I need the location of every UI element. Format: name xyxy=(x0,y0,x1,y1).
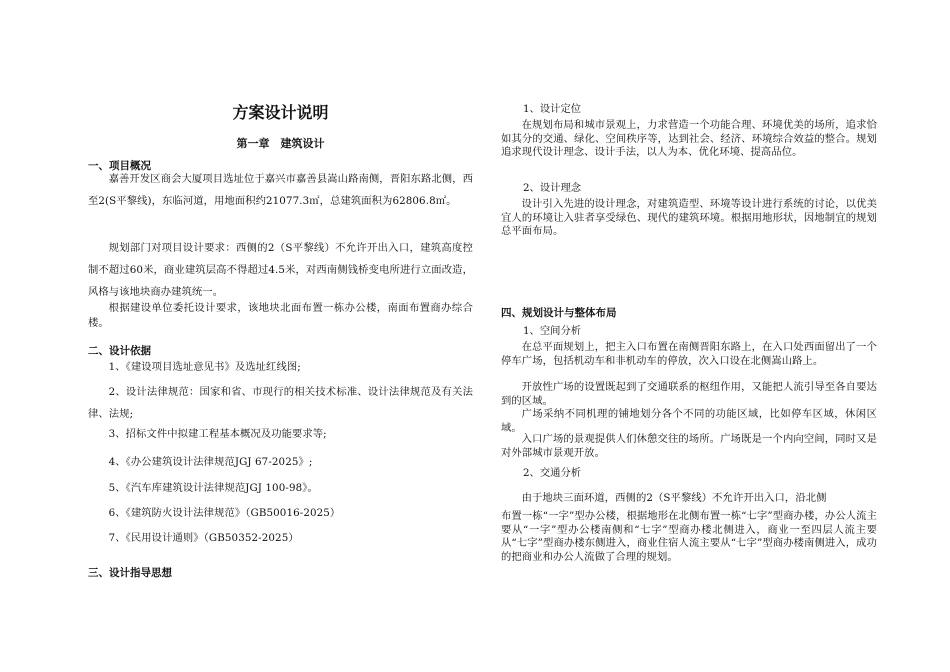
subheading-positioning: 1、设计定位 xyxy=(523,103,582,115)
overview-paragraph-2: 规划部门对项目设计要求：西侧的2（S平黎线）不允许开出入口，建筑高度控制不超过60米，商业建筑层高不得超过4.5米，对西南侧钱桥变电所进行立面改造，风格与该地块商办建筑统一。 xyxy=(88,242,473,298)
basis-item-5: 5、《汽车库建筑设计法律规范JGJ 100-98》。 xyxy=(108,482,318,494)
space-paragraph-3: 广场采纳不同机理的铺地划分各个不同的功能区域，比如停车区域，休闲区域。 xyxy=(501,408,877,434)
traffic-paragraph-1: 由于地块三面环道，西侧的2（S平黎线）不允许开出入口，沿北侧 xyxy=(521,492,827,504)
basis-item-1: 1、《建设项目选址意见书》及选址红线图; xyxy=(108,361,301,373)
space-paragraph-2: 开放性广场的设置既起到了交通联系的枢纽作用，又能把人流引导至各自要达到的区域。 xyxy=(501,381,877,407)
basis-item-3: 3、招标文件中拟建工程基本概况及功能要求等; xyxy=(108,428,327,440)
page-title: 方案设计说明 xyxy=(232,103,329,122)
basis-item-6: 6、《建筑防火设计法律规范》（GB50016-2025） xyxy=(108,507,341,519)
basis-item-7: 7、《民用设计通则》（GB50352-2025） xyxy=(108,532,299,544)
section-heading-layout: 四、规划设计与整体布局 xyxy=(501,307,617,319)
basis-item-4: 4、《办公建筑设计法律规范JGJ 67-2025》; xyxy=(108,456,313,468)
space-paragraph-4: 入口广场的景观提供人们休憩交往的场所。广场既是一个内向空间，同时又是对外部城市景观开放。 xyxy=(501,433,877,459)
subheading-space-analysis: 1、空间分析 xyxy=(523,325,582,337)
overview-paragraph-1: 嘉善开发区商会大厦项目选址位于嘉兴市嘉善县嵩山路南侧，晋阳东路北侧，西至2(S平黎线)，东临河道，用地面积约21077.3㎡，总建筑面积为62806.8㎡。 xyxy=(88,173,473,207)
section-heading-basis: 二、设计依据 xyxy=(88,345,151,357)
chapter-title: 第一章 建筑设计 xyxy=(236,137,325,150)
subheading-traffic-analysis: 2、交通分析 xyxy=(523,467,582,479)
positioning-paragraph: 在规划布局和城市景观上，力求营造一个功能合理、环境优美的场所，追求恰如其分的交通、绿化、空间秩序等，达到社会、经济、环境综合效益的整合。规划追求现代设计理念、设计手法，以人为本、优化环境、提高品位。 xyxy=(501,119,877,158)
subheading-concept: 2、设计理念 xyxy=(523,182,582,194)
traffic-paragraph-2: 布置一栋“一字”型办公楼，根据地形在北侧布置一栋“七字”型商办楼，办公人流主要从“一字”型办公楼南侧和“七字”型商办楼北侧进入，商业一至四层人流主要从“七字”型商办楼东侧进入，商业住宿人流主要从“七字”型商办楼南侧进入，成功的把商业和办公人流做了合理的规划。 xyxy=(501,510,877,563)
section-heading-overview: 一、项目概况 xyxy=(88,160,151,172)
space-paragraph-1: 在总平面规划上，把主入口布置在南侧晋阳东路上，在入口处西面留出了一个停车广场，包括机动车和非机动车的停放，次入口设在北侧嵩山路上。 xyxy=(501,341,877,367)
basis-item-2: 2、设计法律规范：国家和省、市现行的相关技术标准、设计法律规范及有关法律、法规; xyxy=(88,386,473,420)
concept-paragraph: 设计引入先进的设计理念，对建筑造型、环境等设计进行系统的讨论，以优美宜人的环境让入驻者享受绿色、现代的建筑环境。根据用地形状，因地制宜的规划总平面布局。 xyxy=(501,198,877,237)
overview-paragraph-3: 根据建设单位委托设计要求，该地块北面布置一栋办公楼，南面布置商办综合楼。 xyxy=(88,302,473,329)
section-heading-guiding: 三、设计指导思想 xyxy=(88,567,172,579)
